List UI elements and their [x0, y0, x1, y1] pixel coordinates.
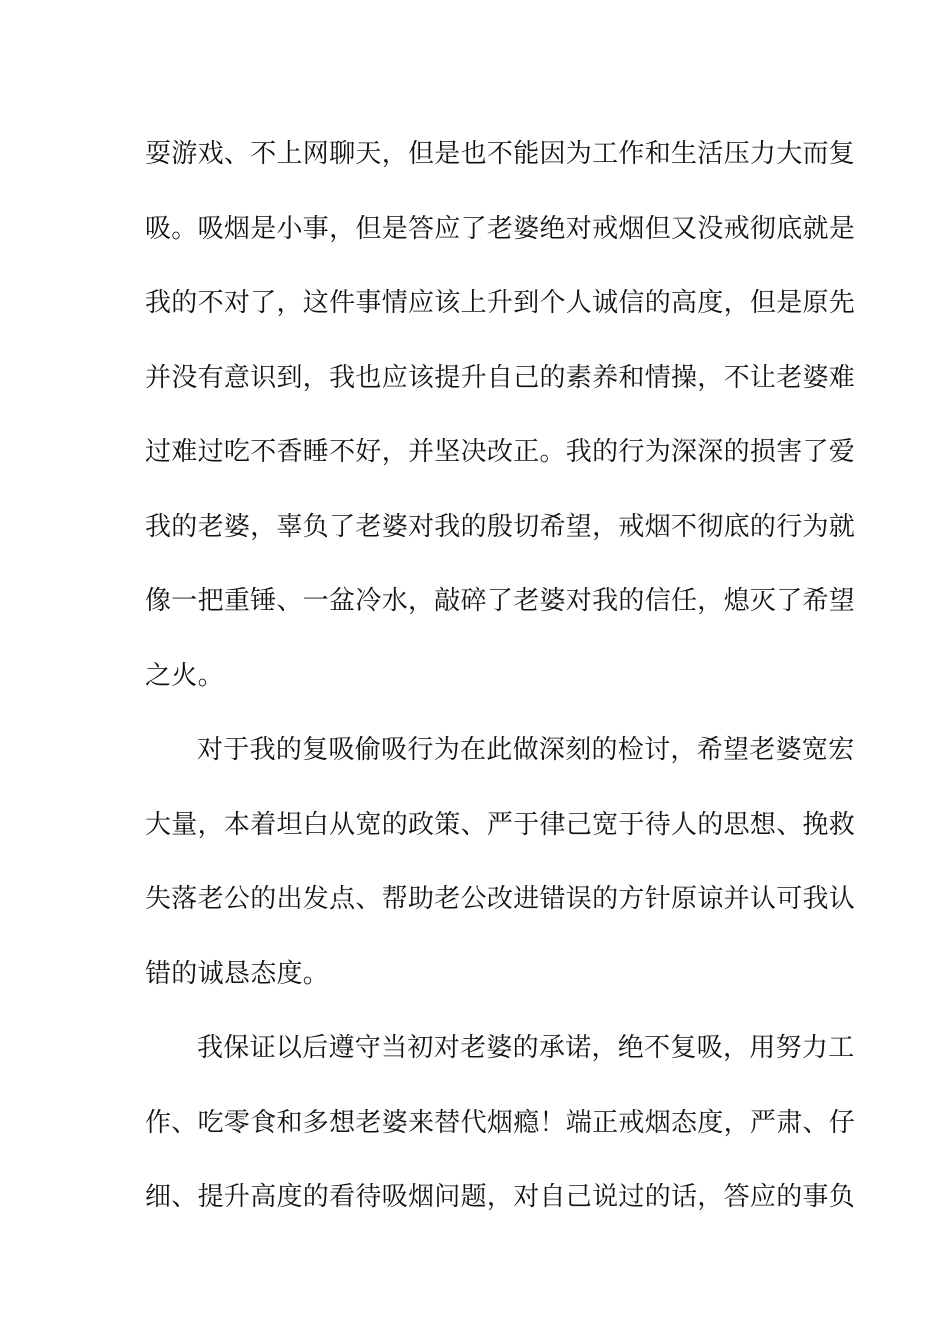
text-line: 我的不对了，这件事情应该上升到个人诚信的高度，但是原先	[145, 288, 856, 318]
text-line: 我的老婆，辜负了老婆对我的殷切希望，戒烟不彻底的行为就	[145, 511, 856, 542]
text-line: 错的诚恳态度。	[145, 958, 330, 989]
text-line: 耍游戏、不上网聊天，但是也不能因为工作和生活压力大而复	[145, 139, 856, 169]
paragraph-start-line: 我保证以后遵守当初对老婆的承诺，绝不复吸，用努力工	[197, 1033, 855, 1063]
text-line: 并没有意识到，我也应该提升自己的素养和情操，不让老婆难	[145, 362, 856, 393]
text-line: 作、吃零食和多想老婆来替代烟瘾！端正戒烟态度，严肃、仔	[145, 1107, 856, 1138]
text-line: 过难过吃不香睡不好，并坚决改正。我的行为深深的损害了爱	[145, 437, 856, 467]
text-line: 之火。	[145, 660, 224, 691]
text-line: 大量，本着坦白从宽的政策、严于律己宽于待人的思想、挽救	[145, 809, 856, 840]
text-line: 细、提升高度的看待吸烟问题，对自己说过的话，答应的事负	[145, 1182, 856, 1212]
text-line: 失落老公的出发点、帮助老公改进错误的方针原谅并认可我认	[145, 884, 856, 914]
body-text	[145, 126, 856, 1244]
paragraph-start-line: 对于我的复吸偷吸行为在此做深刻的检讨，希望老婆宽宏	[197, 735, 855, 765]
text-line: 像一把重锤、一盆冷水，敲碎了老婆对我的信任，熄灭了希望	[145, 586, 856, 616]
text-line: 吸。吸烟是小事，但是答应了老婆绝对戒烟但又没戒彻底就是	[145, 213, 856, 244]
